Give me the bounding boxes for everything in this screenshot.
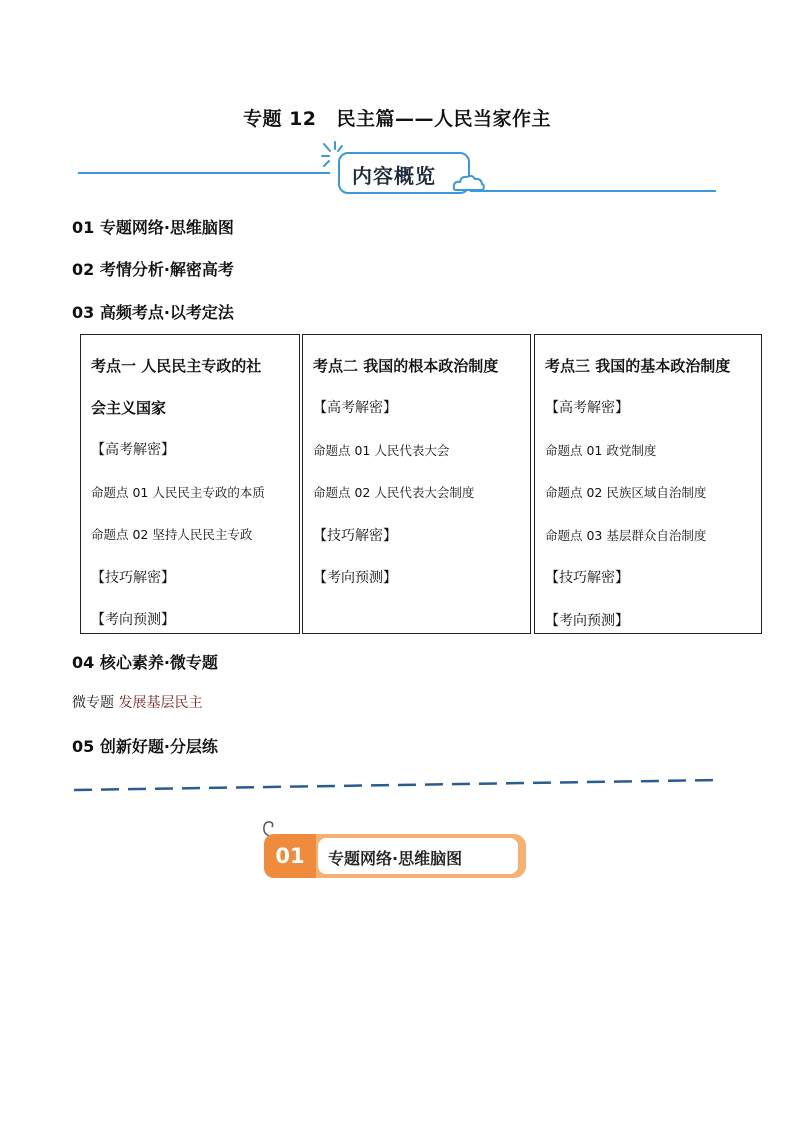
micro-topic-prefix: 微专题	[72, 695, 114, 711]
gaokao-label: 【高考解密】	[545, 400, 629, 416]
jiqiao-label: 【技巧解密】	[313, 527, 397, 544]
banner-line-left	[78, 172, 330, 174]
kaodian-box-3	[534, 334, 762, 634]
section-mindmap: 01 专题网络·思维脑图	[72, 218, 234, 237]
yuce-label: 【考向预测】	[313, 570, 397, 586]
section-innovative-practice: 05 创新好题·分层练	[72, 737, 218, 756]
proposition-point: 命题点 01 人民代表大会	[313, 442, 450, 458]
kaodian-box-1	[80, 334, 300, 634]
micro-topic	[72, 692, 202, 712]
proposition-point: 命题点 02 人民代表大会制度	[313, 485, 475, 500]
section-badge-number: 01	[264, 834, 316, 878]
overview-banner-label: 内容概览	[352, 164, 436, 188]
proposition-point: 命题点 01 人民民主专政的本质	[91, 484, 265, 500]
jiqiao-label: 【技巧解密】	[91, 569, 175, 586]
title-topic-name: 民主篇——人民当家作主	[336, 108, 552, 130]
title-topic-number: 专题 12	[242, 108, 317, 130]
proposition-point: 命题点 03 基层群众自治制度	[545, 527, 707, 543]
gaokao-label: 【高考解密】	[313, 400, 397, 416]
gaokao-label: 【高考解密】	[91, 442, 175, 458]
kaodian-title-cont: 会主义国家	[91, 399, 167, 417]
section-exam-analysis: 02 考情分析·解密高考	[72, 260, 234, 279]
proposition-point: 命题点 02 民族区域自治制度	[545, 485, 707, 500]
kaodian-box-2	[302, 334, 531, 634]
kaodian-title: 考点二 我国的根本政治制度	[313, 357, 499, 375]
banner-line-right	[470, 190, 716, 192]
section-key-points: 03 高频考点·以考定法	[72, 303, 234, 322]
page-title	[0, 104, 794, 131]
proposition-point: 命题点 01 政党制度	[545, 442, 657, 458]
yuce-label: 【考向预测】	[545, 612, 629, 629]
cloud-icon	[452, 172, 486, 194]
section-core-literacy: 04 核心素养·微专题	[72, 653, 218, 672]
yuce-label: 【考向预测】	[91, 612, 175, 628]
dashed-divider	[72, 776, 724, 796]
section-badge-label: 专题网络·思维脑图	[328, 849, 463, 868]
jiqiao-label: 【技巧解密】	[545, 570, 629, 586]
proposition-point: 命题点 02 坚持人民民主专政	[91, 527, 253, 542]
kaodian-title: 考点三 我国的基本政治制度	[545, 357, 731, 375]
kaodian-title: 考点一 人民民主专政的社	[91, 357, 262, 375]
micro-topic-title: 发展基层民主	[118, 695, 203, 711]
sparkle-icon	[318, 140, 352, 170]
